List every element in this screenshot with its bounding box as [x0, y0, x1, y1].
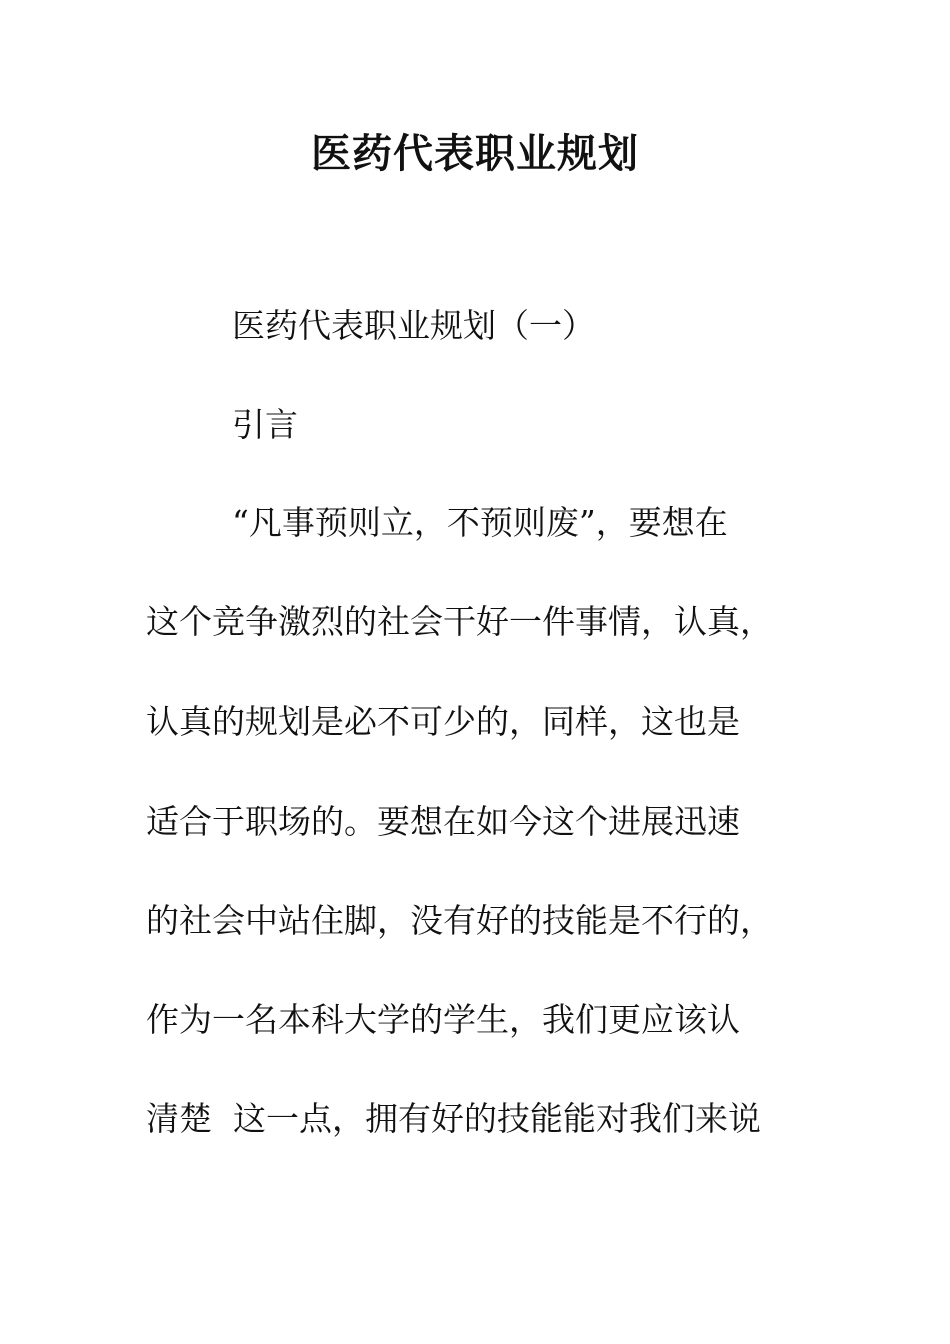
body-line: “凡事预则立，不预则废”，要想在	[232, 503, 728, 542]
body-line: 适合于职场的。要想在如今这个进展迅速	[146, 802, 740, 841]
body-line: 认真的规划是必不可少的，同样，这也是	[146, 702, 740, 741]
document-title: 医药代表职业规划	[311, 130, 639, 177]
body-line: 清楚 这一点，拥有好的技能能对我们来说	[146, 1099, 761, 1138]
body-line: 的社会中站住脚，没有好的技能是不行的，	[146, 901, 773, 940]
body-line: 这个竞争激烈的社会干好一件事情，认真，	[146, 602, 773, 641]
document-subtitle: 医药代表职业规划（一）	[232, 306, 595, 345]
body-line: 作为一名本科大学的学生，我们更应该认	[146, 1000, 740, 1039]
section-heading: 引言	[232, 405, 298, 444]
